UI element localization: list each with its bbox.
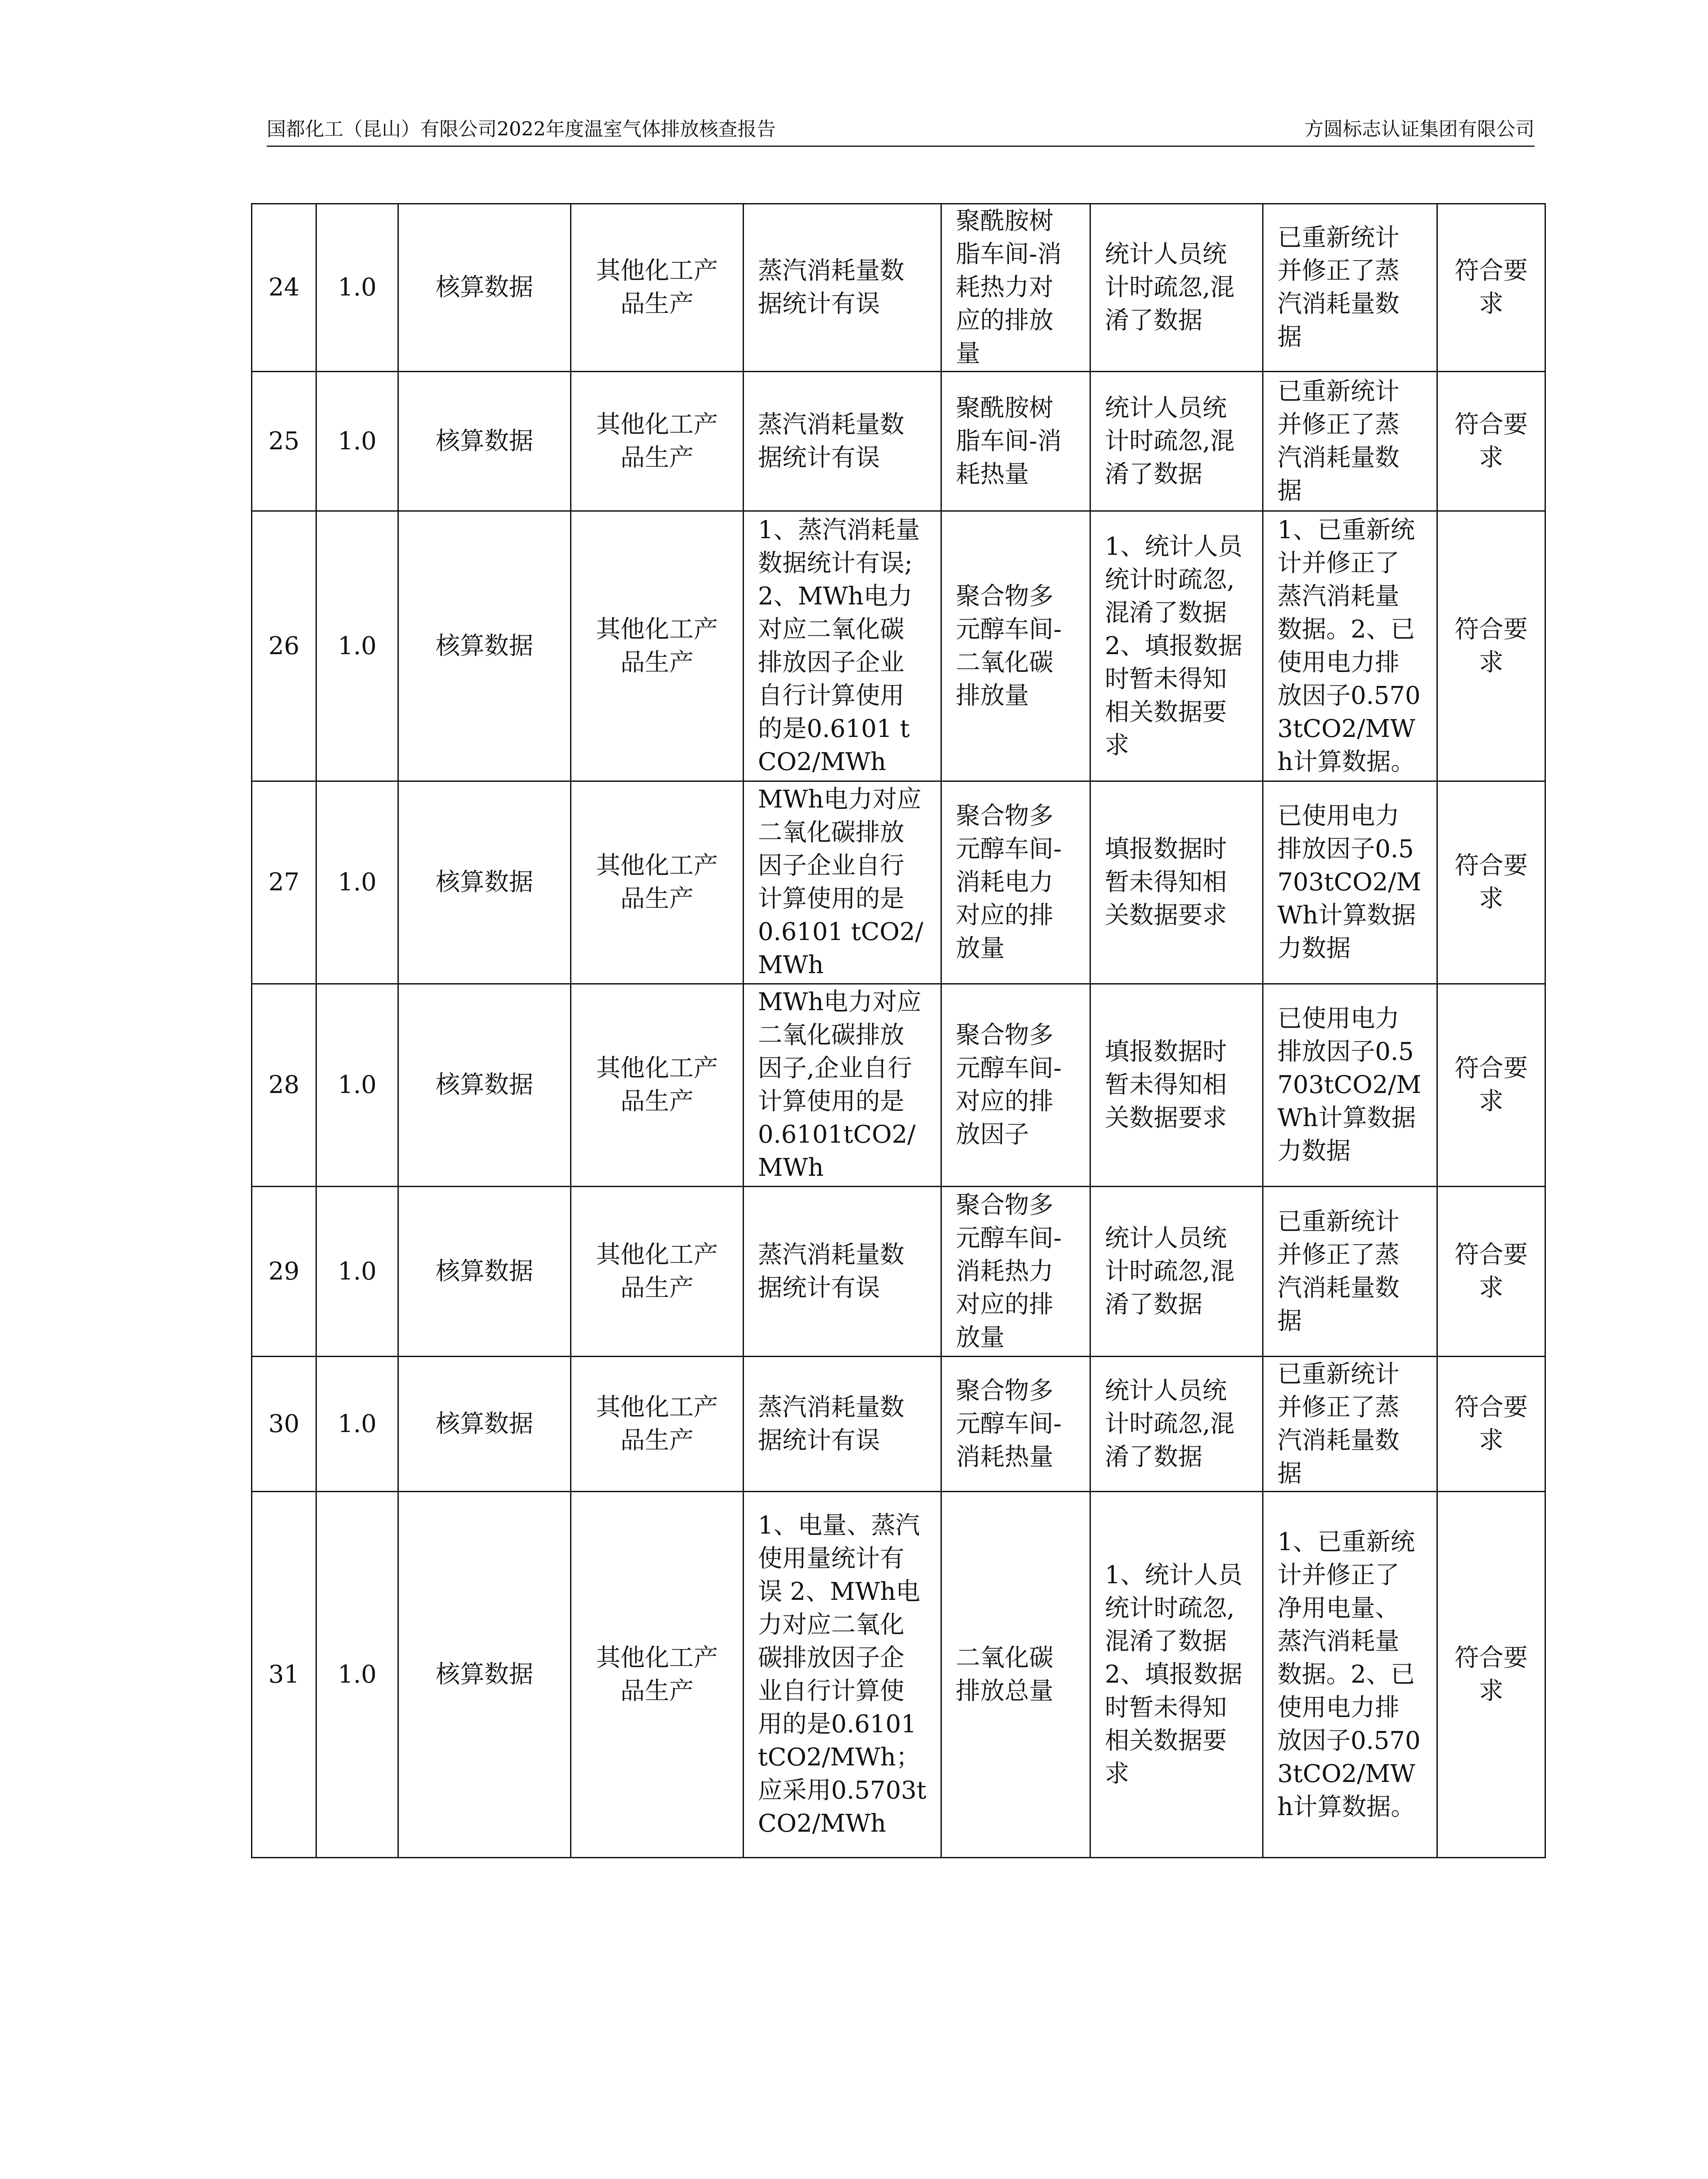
cell-correction: 1、已重新统计并修正了净用电量、蒸汽消耗量数据。2、已使用电力排放因子0.5703tCO2/MWh计算数据。 [1263, 1492, 1437, 1858]
cell-reason: 统计人员统计时疏忽,混淆了数据 [1090, 372, 1263, 511]
cell-issue: MWh电力对应二氧化碳排放因子,企业自行计算使用的是0.6101tCO2/MWh [744, 984, 941, 1187]
cell-result: 符合要求 [1437, 1187, 1545, 1357]
cell-reason: 1、统计人员统计时疏忽,混淆了数据 2、填报数据时暂未得知相关数据要求 [1090, 511, 1263, 781]
cell-version: 1.0 [316, 781, 398, 984]
cell-scope: 聚合物多元醇车间-消耗电力对应的排放量 [941, 781, 1090, 984]
cell-result: 符合要求 [1437, 781, 1545, 984]
cell-reason: 统计人员统计时疏忽,混淆了数据 [1090, 1357, 1263, 1492]
cell-reason: 统计人员统计时疏忽,混淆了数据 [1090, 1187, 1263, 1357]
cell-type: 核算数据 [398, 204, 571, 372]
cell-category: 其他化工产品生产 [571, 1187, 744, 1357]
table-row [252, 984, 1545, 1187]
cell-result: 符合要求 [1437, 984, 1545, 1187]
cell-scope: 聚合物多元醇车间-对应的排放因子 [941, 984, 1090, 1187]
cell-correction: 已重新统计并修正了蒸汽消耗量数据 [1263, 204, 1437, 372]
cell-scope: 聚酰胺树脂车间-消耗热力对应的排放量 [941, 204, 1090, 372]
cell-reason: 统计人员统计时疏忽,混淆了数据 [1090, 204, 1263, 372]
cell-issue: 蒸汽消耗量数据统计有误 [744, 204, 941, 372]
cell-correction: 已使用电力排放因子0.5703tCO2/MWh计算数据力数据 [1263, 984, 1437, 1187]
cell-version: 1.0 [316, 511, 398, 781]
cell-correction: 已重新统计并修正了蒸汽消耗量数据 [1263, 1357, 1437, 1492]
cell-reason: 填报数据时暂未得知相关数据要求 [1090, 781, 1263, 984]
cell-no: 27 [252, 781, 316, 984]
cell-type: 核算数据 [398, 984, 571, 1187]
cell-no: 24 [252, 204, 316, 372]
cell-version: 1.0 [316, 1492, 398, 1858]
cell-scope: 聚合物多元醇车间-二氧化碳排放量 [941, 511, 1090, 781]
cell-version: 1.0 [316, 1357, 398, 1492]
cell-no: 29 [252, 1187, 316, 1357]
cell-type: 核算数据 [398, 1492, 571, 1858]
table-row [252, 372, 1545, 511]
cell-type: 核算数据 [398, 372, 571, 511]
cell-type: 核算数据 [398, 1357, 571, 1492]
cell-category: 其他化工产品生产 [571, 1492, 744, 1858]
cell-scope: 聚合物多元醇车间-消耗热力对应的排放量 [941, 1187, 1090, 1357]
cell-correction: 已重新统计并修正了蒸汽消耗量数据 [1263, 372, 1437, 511]
cell-category: 其他化工产品生产 [571, 372, 744, 511]
cell-category: 其他化工产品生产 [571, 511, 744, 781]
cell-correction: 已重新统计并修正了蒸汽消耗量数据 [1263, 1187, 1437, 1357]
cell-issue: 1、蒸汽消耗量数据统计有误; 2、MWh电力对应二氧化碳排放因子企业自行计算使用的是0.6101 tCO2/MWh [744, 511, 941, 781]
cell-version: 1.0 [316, 204, 398, 372]
cell-category: 其他化工产品生产 [571, 1357, 744, 1492]
cell-issue: 蒸汽消耗量数据统计有误 [744, 372, 941, 511]
report-title: 国都化工（昆山）有限公司2022年度温室气体排放核查报告 [267, 118, 776, 140]
table-row [252, 1357, 1545, 1492]
cell-result: 符合要求 [1437, 1492, 1545, 1858]
company-name: 方圆标志认证集团有限公司 [1304, 118, 1535, 140]
cell-result: 符合要求 [1437, 372, 1545, 511]
cell-issue: 蒸汽消耗量数据统计有误 [744, 1357, 941, 1492]
cell-no: 31 [252, 1492, 316, 1858]
cell-issue: MWh电力对应二氧化碳排放因子企业自行计算使用的是0.6101 tCO2/MWh [744, 781, 941, 984]
cell-category: 其他化工产品生产 [571, 781, 744, 984]
table-row [252, 511, 1545, 781]
cell-issue: 蒸汽消耗量数据统计有误 [744, 1187, 941, 1357]
cell-result: 符合要求 [1437, 204, 1545, 372]
cell-no: 30 [252, 1357, 316, 1492]
cell-no: 25 [252, 372, 316, 511]
cell-type: 核算数据 [398, 511, 571, 781]
cell-correction: 已使用电力排放因子0.5703tCO2/MWh计算数据力数据 [1263, 781, 1437, 984]
cell-correction: 1、已重新统计并修正了蒸汽消耗量数据。2、已使用电力排放因子0.5703tCO2/MWh计算数据。 [1263, 511, 1437, 781]
cell-version: 1.0 [316, 1187, 398, 1357]
table-row [252, 204, 1545, 372]
cell-result: 符合要求 [1437, 1357, 1545, 1492]
cell-type: 核算数据 [398, 1187, 571, 1357]
cell-scope: 聚合物多元醇车间-消耗热量 [941, 1357, 1090, 1492]
table-row [252, 781, 1545, 984]
cell-category: 其他化工产品生产 [571, 984, 744, 1187]
cell-result: 符合要求 [1437, 511, 1545, 781]
cell-scope: 二氧化碳排放总量 [941, 1492, 1090, 1858]
cell-reason: 填报数据时暂未得知相关数据要求 [1090, 984, 1263, 1187]
page-header [267, 114, 1535, 147]
table-row [252, 1187, 1545, 1357]
cell-issue: 1、电量、蒸汽使用量统计有误 2、MWh电力对应二氧化碳排放因子企业自行计算使用的是0.6101 tCO2/MWh；应采用0.5703tCO2/MWh [744, 1492, 941, 1858]
table-row [252, 1492, 1545, 1858]
cell-no: 26 [252, 511, 316, 781]
cell-reason: 1、统计人员统计时疏忽,混淆了数据 2、填报数据时暂未得知相关数据要求 [1090, 1492, 1263, 1858]
cell-no: 28 [252, 984, 316, 1187]
cell-version: 1.0 [316, 984, 398, 1187]
cell-version: 1.0 [316, 372, 398, 511]
cell-scope: 聚酰胺树脂车间-消耗热量 [941, 372, 1090, 511]
cell-category: 其他化工产品生产 [571, 204, 744, 372]
cell-type: 核算数据 [398, 781, 571, 984]
findings-table [251, 203, 1546, 1858]
